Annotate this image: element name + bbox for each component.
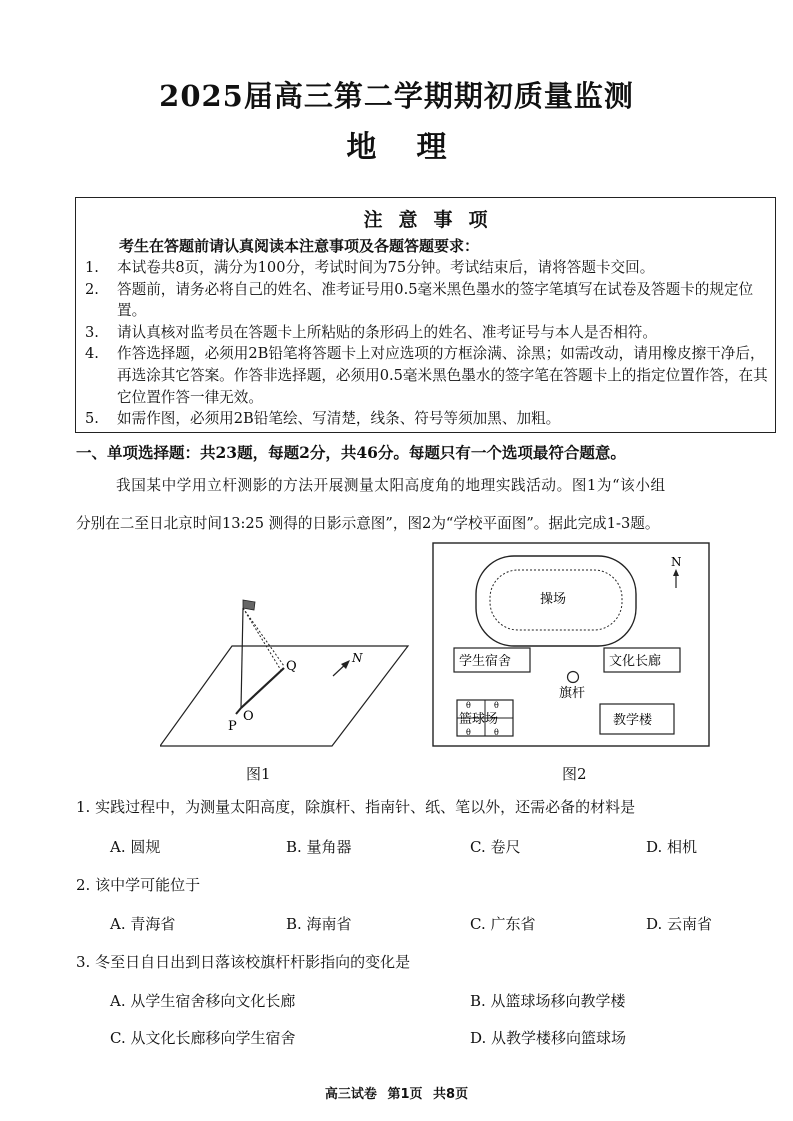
exam-title: 2025届高三第二学期期初质量监测 xyxy=(159,79,634,113)
shadow-line-oq xyxy=(241,668,284,708)
notice-item-text: 请认真核对监考员在答题卡上所粘贴的条形码上的姓名、准考证号与本人是否相符。 xyxy=(117,323,657,341)
notice-item-number: 1. xyxy=(85,259,99,276)
question-1-option-b: B. 量角器 xyxy=(286,838,352,856)
question-1-stem: 1. 实践过程中，为测量太阳高度，除旗杆、指南针、纸、笔以外，还需必备的材料是 xyxy=(76,798,636,816)
corridor-label: 文化长廊 xyxy=(609,654,662,669)
question-1-option-c: C. 卷尺 xyxy=(470,838,521,856)
notice-item-number: 4. xyxy=(85,345,99,363)
notice-item-text: 作答选择题，必须用2B铅笔将答题卡上对应选项的方框涂满、涂黑；如需改动，请用橡皮擦干净后，再选涂其它答案。作答非选择题，必须用0.5毫米黑色墨水的签字笔在答题卡上的指定位置作答，在其它位置作答一律无效。 xyxy=(117,345,768,406)
subject-title: 地理 xyxy=(346,130,487,165)
notice-item xyxy=(85,408,773,430)
question-2-option-d: D. 云南省 xyxy=(646,915,713,933)
question-2-option-a: A. 青海省 xyxy=(110,915,176,933)
question-1-option-a: A. 圆规 xyxy=(110,838,161,856)
sun-ray-line-1 xyxy=(243,608,284,666)
notice-item-text: 如需作图，必须用2B铅笔绘、写清楚，线条、符号等须加黑、加粗。 xyxy=(117,410,561,428)
figure-1-caption: 图1 xyxy=(246,765,271,783)
north-label: N xyxy=(671,555,682,569)
question-3-stem: 3. 冬至日自日出到日落该校旗杆杆影指向的变化是 xyxy=(76,953,411,971)
question-3-option-d: D. 从教学楼移向篮球场 xyxy=(470,1029,627,1047)
court-label: 篮球场 xyxy=(459,712,499,727)
question-1-option-d: D. 相机 xyxy=(646,838,698,856)
notice-item xyxy=(85,257,773,279)
dorm-label: 学生宿舍 xyxy=(459,654,512,669)
notice-intro: 考生在答题前请认真阅读本注意事项及各题答题要求： xyxy=(119,237,480,255)
ground-plane xyxy=(160,646,408,746)
hoop-marker: θ xyxy=(466,728,471,737)
figure-2-caption: 图2 xyxy=(562,765,587,783)
notice-list xyxy=(85,257,773,430)
notice-item-number: 5. xyxy=(85,410,99,428)
notice-item-number: 2. xyxy=(85,280,99,298)
figure-2-plan xyxy=(432,542,710,748)
label-q: Q xyxy=(286,659,297,674)
hoop-marker: θ xyxy=(494,701,499,710)
playground-label: 操场 xyxy=(540,592,567,607)
flag-icon xyxy=(243,600,255,610)
notice-item-text: 本试卷共8页，满分为100分，考试时间为75分钟。考试结束后，请将答题卡交回。 xyxy=(117,259,655,276)
question-3-option-c: C. 从文化长廊移向学生宿舍 xyxy=(110,1029,296,1047)
flagpole-label: 旗杆 xyxy=(559,686,586,701)
label-n: N xyxy=(352,651,363,665)
question-3-option-a: A. 从学生宿舍移向文化长廊 xyxy=(110,992,296,1010)
section-heading: 一、单项选择题：共23题，每题2分，共46分。每题只有一个选项最符合题意。 xyxy=(76,443,626,462)
hoop-marker: θ xyxy=(494,728,499,737)
label-o: O xyxy=(243,709,254,724)
hoop-marker: θ xyxy=(466,701,471,710)
notice-heading: 注意事项 xyxy=(363,209,504,231)
notice-item xyxy=(85,322,773,344)
passage-line-2: 分别在二至日北京时间13:25 测得的日影示意图”，图2为“学校平面图”。据此完成1-3题。 xyxy=(76,515,660,532)
question-2-stem: 2. 该中学可能位于 xyxy=(76,876,201,894)
question-3-option-b: B. 从篮球场移向教学楼 xyxy=(470,992,626,1010)
notice-item-number: 3. xyxy=(85,323,99,341)
sun-ray-line-2 xyxy=(243,608,282,672)
flagpole-marker xyxy=(568,672,579,683)
notice-item xyxy=(85,279,773,322)
question-2-option-c: C. 广东省 xyxy=(470,915,536,933)
label-p: P xyxy=(228,719,237,734)
notice-item-text: 答题前，请务必将自己的姓名、准考证号用0.5毫米黑色墨水的签字笔填写在试卷及答题卡的规定位置。 xyxy=(117,280,754,320)
north-arrow-head xyxy=(673,569,679,576)
flagpole-line xyxy=(241,608,243,708)
question-2-option-b: B. 海南省 xyxy=(286,915,352,933)
figure-1-diagram xyxy=(160,590,410,750)
notice-item xyxy=(85,343,773,408)
notice-box xyxy=(75,197,776,433)
shadow-line-op xyxy=(236,708,241,714)
page-footer: 高三试卷 第1页 共8页 xyxy=(324,1087,469,1102)
teaching-label: 教学楼 xyxy=(613,713,653,728)
passage-line-1: 我国某中学用立杆测影的方法开展测量太阳高度角的地理实践活动。图1为“该小组 xyxy=(116,477,666,494)
